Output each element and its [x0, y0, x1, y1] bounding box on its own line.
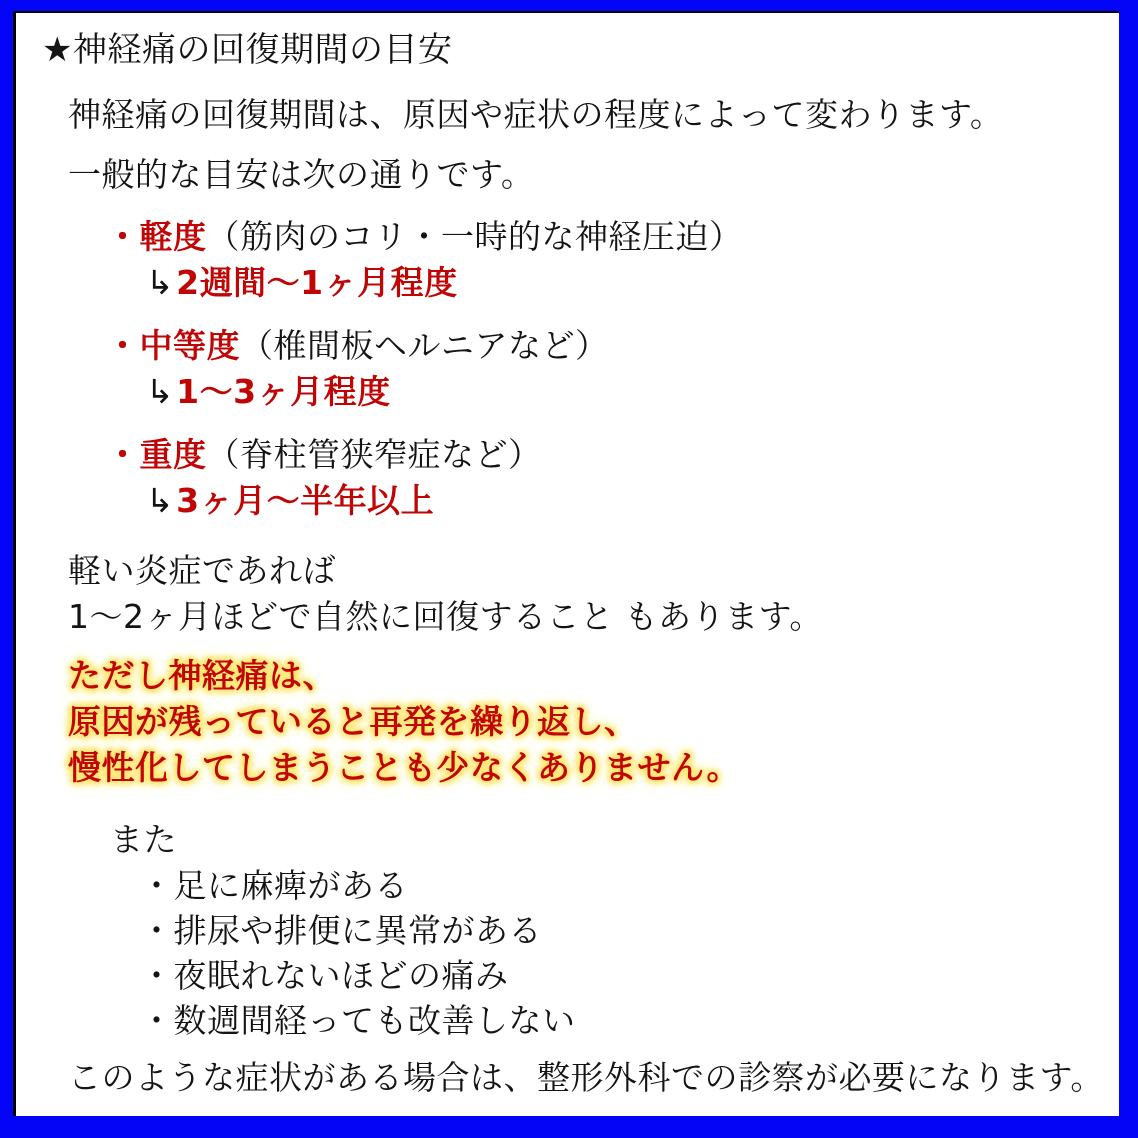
- severity-duration-line: [146, 478, 1111, 524]
- symptoms-lead: また: [110, 820, 177, 859]
- symptom-checklist: [28, 817, 1111, 1043]
- note-line-2: 1～2ヶ月ほどで自然に回復すること もあります。: [68, 597, 823, 636]
- warning-line-2: 原因が残っていると再発を繰り返し、: [68, 702, 638, 741]
- conclusion-line: このような症状がある場合は、整形外科での診察が必要になります。: [68, 1058, 1104, 1097]
- intro-line-2: 一般的な目安は次の通りです。: [68, 155, 535, 194]
- natural-recovery-note: [68, 548, 1111, 640]
- severity-cause: （脊柱管狭窄症など）: [206, 435, 542, 474]
- severity-heading: [106, 432, 1111, 478]
- bullet-icon: ・: [106, 326, 140, 365]
- warning-line-1: ただし神経痛は、: [68, 656, 336, 695]
- warning-line-3: 慢性化してしまうことも少なくありません。: [68, 748, 740, 787]
- bullet-icon: ・: [106, 217, 140, 256]
- severity-item-mild: [28, 214, 1111, 306]
- severity-duration-line: [146, 369, 1111, 415]
- severity-heading: [106, 214, 1111, 260]
- symptom-item: ・夜眠れないほどの痛み: [140, 956, 509, 995]
- severity-duration: 3ヶ月～半年以上: [176, 481, 435, 520]
- symptom-item: ・排尿や排便に異常がある: [140, 911, 542, 950]
- severity-cause: （筋肉のコリ・一時的な神経圧迫）: [206, 217, 743, 256]
- bullet-icon: ・: [106, 435, 140, 474]
- severity-item-severe: [28, 432, 1111, 524]
- severity-list: [28, 214, 1111, 524]
- intro-line-1: 神経痛の回復期間は、原因や症状の程度によって変わります。: [68, 95, 1004, 134]
- down-right-arrow-icon: ↳: [146, 372, 175, 411]
- severity-label: 中等度: [139, 326, 240, 365]
- content-panel: [13, 11, 1119, 1116]
- down-right-arrow-icon: ↳: [146, 263, 175, 302]
- chronic-warning: [68, 653, 1111, 791]
- note-line-1: 軽い炎症であれば: [68, 551, 336, 590]
- severity-duration: 1～3ヶ月程度: [176, 372, 391, 411]
- severity-heading: [106, 323, 1111, 369]
- symptom-item: ・数週間経っても改善しない: [140, 1001, 576, 1040]
- severity-item-moderate: [28, 323, 1111, 415]
- page-title: [42, 27, 1111, 73]
- severity-duration-line: [146, 260, 1111, 306]
- page-title-text: 神経痛の回復期間の目安: [72, 30, 453, 70]
- severity-cause: （椎間板ヘルニアなど）: [240, 326, 609, 365]
- severity-label: 軽度: [139, 217, 207, 256]
- star-icon: ★: [42, 30, 73, 70]
- severity-label: 重度: [139, 435, 207, 474]
- down-right-arrow-icon: ↳: [146, 481, 175, 520]
- symptom-item: ・足に麻痺がある: [140, 866, 408, 905]
- severity-duration: 2週間～1ヶ月程度: [176, 263, 458, 302]
